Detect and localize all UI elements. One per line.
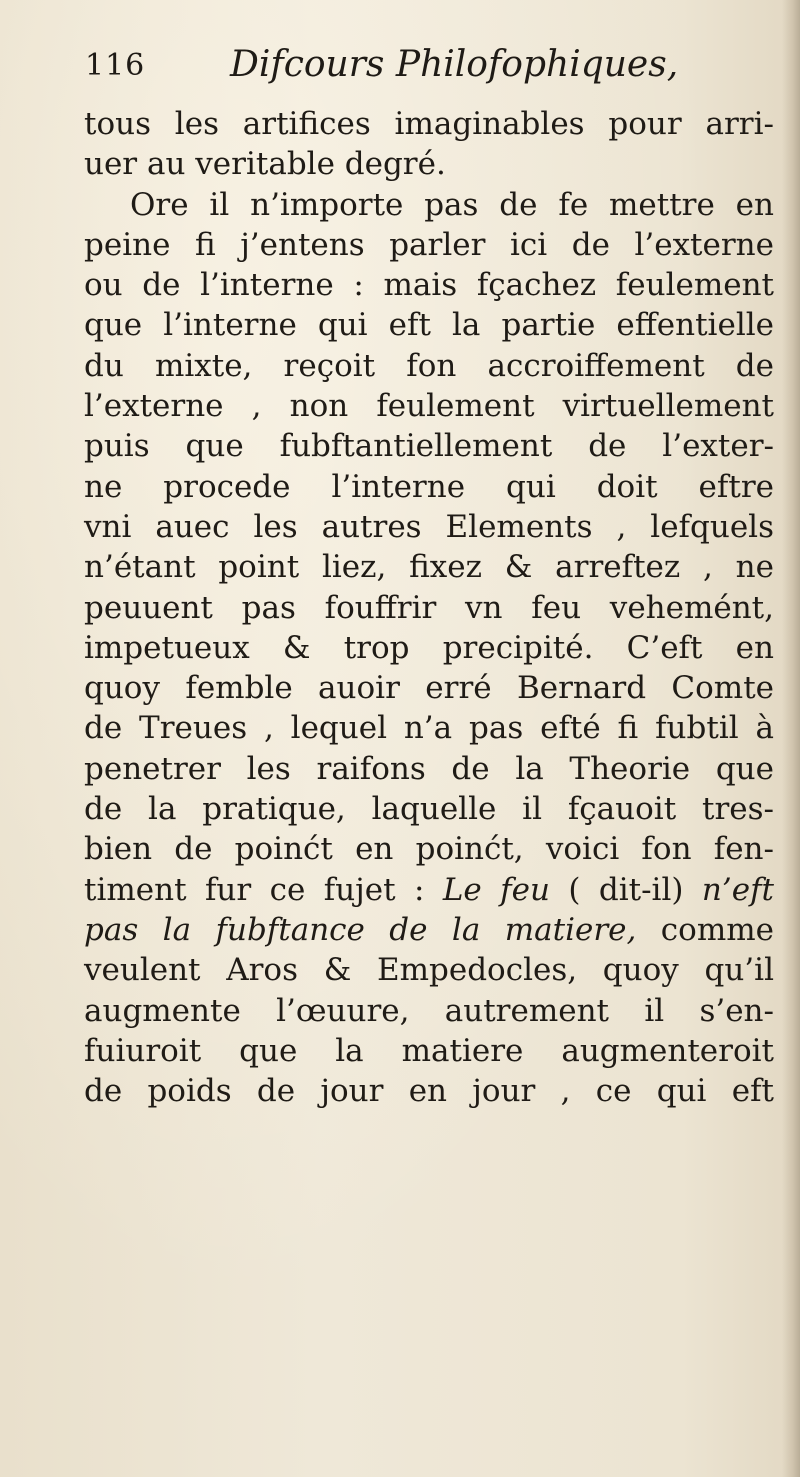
page-number: 116 [85,48,146,83]
text-line: quoy femble auoir erré Bernard Comte [84,670,774,707]
text-segment: comme [636,911,774,948]
text-line: bien de poinćt en poinćt, voici fon fen- [84,831,774,868]
text-line: ne procede l’interne qui doit eftre [84,468,774,505]
text-line: ou de l’interne : mais fçachez feulement [84,267,774,304]
text-line: uer au veritable degré. [84,146,446,183]
text-segment: timent fur ce fujet : [84,871,443,908]
text-segment: ( dit-il [549,871,672,908]
italic-quote: pas la fubftance de la matiere, [84,911,637,948]
text-line: impetueux & trop precipité. C’eft en [84,629,774,666]
page-header [85,40,705,96]
text-line: tous les artifices imaginables pour arri- [84,106,774,142]
text-line: fuiuroit que la matiere augmenteroit [84,1032,774,1069]
text-line: peuuent pas fouffrir vn feu vehemént, [84,589,774,626]
italic-quote: n’eft [683,871,775,908]
text-segment: ) [671,871,684,908]
text-line: veulent Aros & Empedocles, quoy qu’il [84,952,774,989]
text-line: peine fi j’entens parler ici de l’externe [84,226,774,263]
text-line: penetrer les raifons de la Theorie que [84,750,774,787]
text-line: Ore il n’importe pas de fe mettre en [130,186,774,223]
text-line: vni auec les autres Elements , lefquels [84,508,774,545]
page-edge-shadow [782,0,800,1477]
running-head: Difcours Philofophiques, [230,44,679,85]
text-line: puis que fubftantiellement de l’exter- [84,428,774,465]
text-line-mixed [84,870,774,910]
text-line: augmente l’œuure, autrement il s’en- [84,992,774,1029]
italic-quote: Le feu [442,871,550,908]
text-line: n’étant point liez, fixez & arreftez , ne [84,549,774,586]
text-line: du mixte, reçoit fon accroiffement de [84,347,774,384]
text-line: que l’interne qui eft la partie effentielle [84,307,774,344]
text-line: de la pratique, laquelle il fçauoit tres- [84,791,774,828]
text-line: l’externe , non feulement virtuellement [84,388,774,425]
body-text [84,104,774,1111]
text-line: de Treues , lequel n’a pas efté fi fubtil à [84,710,774,747]
text-line: de poids de jour en jour , ce qui eft [84,1073,774,1110]
text-line-mixed [84,910,774,950]
